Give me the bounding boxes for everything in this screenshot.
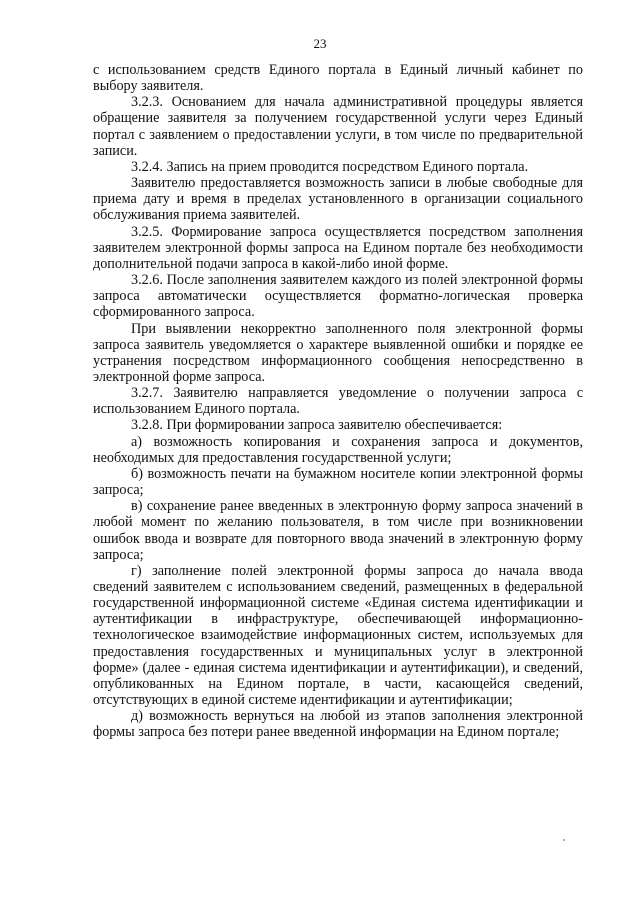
list-item-b: б) возможность печати на бумажном носителе копии электронной формы запроса; <box>93 465 583 499</box>
document-body <box>93 62 583 741</box>
paragraph-3-2-3: 3.2.3. Основанием для начала административной процедуры является обращение заявителя за получением государственной услуги через Единый портал с заявлением о предоставлении услуги, в том числе по предварительной записи. <box>93 94 583 159</box>
paragraph-3-2-8: 3.2.8. При формировании запроса заявителю обеспечивается: <box>131 417 503 434</box>
paragraph-3-2-5: 3.2.5. Формирование запроса осуществляется посредством заполнения заявителем электронной формы запроса на Едином портале без необходимости дополнительной подачи запроса в какой-либо иной форме. <box>93 223 583 272</box>
paragraph-3-2-6: 3.2.6. После заполнения заявителем каждого из полей электронной формы запроса автоматически осуществляется форматно-логическая проверка сформированного запроса. <box>93 272 583 321</box>
paragraph-3-2-4: 3.2.4. Запись на прием проводится посредством Единого портала. <box>131 158 529 175</box>
list-item-g: г) заполнение полей электронной формы запроса до начала ввода сведений заявителем с использованием сведений, размещенных в федеральной государственной информационной системе «Единая система идентификации и аутентификации в инфраструктуре, обеспечивающей информационно-технологическое взаимодействие информационных систем, используемых для предоставления государственных и муниципальных услуг в электронной форме» (далее - единая система идентификации и аутентификации), и сведений, опубликованных на Едином портале, в части, касающейся сведений, отсутствующих в единой системе идентификации и аутентификации; <box>93 562 583 709</box>
paragraph-error-notice: При выявлении некорректно заполненного поля электронной формы запроса заявитель уведомляется о характере выявленной ошибки и порядке ее устранения посредством информационного сообщения непосредственно в электронной форме запроса. <box>93 320 583 385</box>
paragraph-continuation: с использованием средств Единого портала в Единый личный кабинет по выбору заявителя. <box>93 62 583 95</box>
page-number: 23 <box>313 36 327 51</box>
list-item-d: д) возможность вернуться на любой из этапов заполнения электронной формы запроса без потери ранее введенной информации на Едином портале; <box>93 708 583 741</box>
paragraph-appointment: Заявителю предоставляется возможность записи в любые свободные для приема дату и время в пределах установленного в организации социального обслуживания приема заявителей. <box>93 175 583 224</box>
list-item-a: а) возможность копирования и сохранения запроса и документов, необходимых для предоставления государственной услуги; <box>93 433 583 466</box>
paragraph-3-2-7: 3.2.7. Заявителю направляется уведомление о получении запроса с использованием Единого портала. <box>93 385 583 418</box>
list-item-v: в) сохранение ранее введенных в электронную форму запроса значений в любой момент по желанию пользователя, в том числе при возникновении ошибок ввода и возврате для повторного ввода значений в электронную форму запроса; <box>93 498 583 563</box>
scan-speck <box>563 839 565 841</box>
